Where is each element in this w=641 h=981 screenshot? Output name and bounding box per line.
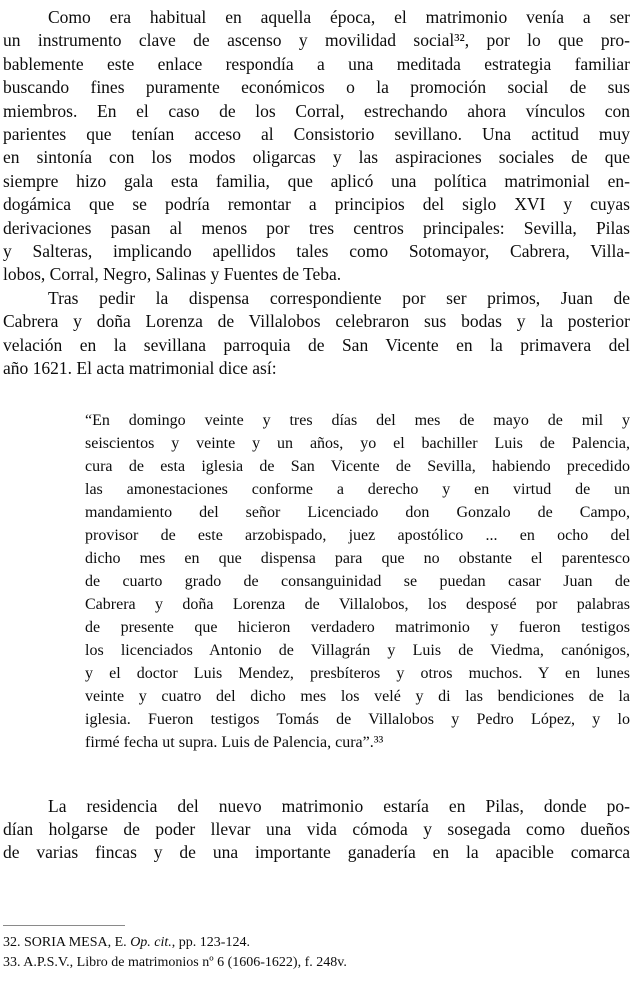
- quote-line: los licenciados Antonio de Villagrán y Luis de Viedma, canónigos,: [85, 641, 630, 659]
- quote-line: veinte y cuatro del dicho mes los velé y di las bendiciones de la: [85, 687, 630, 705]
- quote-line: Cabrera y doña Lorenza de Villalobos, los desposé por palabras: [85, 595, 630, 613]
- text-line: de varias fincas y de una importante ganadería en la apacible comarca: [3, 842, 630, 863]
- text-line: Cabrera y doña Lorenza de Villalobos celebraron sus bodas y la posterior: [3, 311, 630, 332]
- blockquote-marriage-record: [85, 409, 630, 754]
- text-line: Como era habitual en aquella época, el matrimonio venía a ser: [48, 7, 630, 27]
- footnote-text: 33. A.P.S.V., Libro de matrimonios nº 6 (1606-1622), f. 248v.: [3, 954, 347, 970]
- text-line: y Salteras, implicando apellidos tales como Sotomayor, Cabrera, Villa-: [3, 241, 630, 262]
- text-line: lobos, Corral, Negro, Salinas y Fuentes de Teba.: [3, 264, 342, 285]
- text-line: dogámica que se podría remontar a principios del siglo XVI y cuyas: [3, 194, 630, 215]
- text-line: velación en la sevillana parroquia de San Vicente en la primavera del: [3, 334, 630, 355]
- quote-line: de presente que hicieron verdadero matrimonio y fueron testigos: [85, 618, 630, 636]
- quote-line: iglesia. Fueron testigos Tomás de Villalobos y Pedro López, y lo: [85, 710, 630, 728]
- text-line: en sintonía con los modos oligarcas y las aspiraciones sociales de que: [3, 147, 630, 168]
- quote-line: y el doctor Luis Mendez, presbíteros y otros muchos. Y en lunes: [85, 664, 630, 682]
- quote-line: cura de esta iglesia de San Vicente de Sevilla, habiendo precedido: [85, 457, 630, 475]
- text-line: siempre hizo gala esta familia, que aplicó una política matrimonial en-: [3, 170, 630, 191]
- text-line: miembros. En el caso de los Corral, estrechando ahora vínculos con: [3, 100, 630, 121]
- text-line: La residencia del nuevo matrimonio estaría en Pilas, donde po-: [48, 795, 630, 816]
- footnote-32: [3, 933, 630, 953]
- footnote-text: , pp. 123-124.: [171, 934, 250, 950]
- text-line: buscando fines puramente económicos o la promoción social de sus: [3, 77, 630, 98]
- main-text-block: [3, 6, 630, 865]
- footnote-area: [3, 925, 630, 973]
- text-line: parientes que tenían acceso al Consistorio sevillano. Una actitud muy: [3, 124, 630, 145]
- quote-line: provisor de este arzobispado, juez apostólico ... en ocho del: [85, 526, 630, 544]
- text-line: un instrumento clave de ascenso y movilidad social³², por lo que pro-: [3, 30, 630, 51]
- text-line: derivaciones pasan al menos por tres centros principales: Sevilla, Pilas: [3, 217, 630, 238]
- paragraph-1: [3, 6, 630, 287]
- footnote-citation-italic: Op. cit.: [130, 934, 172, 950]
- quote-line: firmé fecha ut supra. Luis de Palencia, cura”.³³: [85, 733, 384, 751]
- quote-line: las amonestaciones conforme a derecho y en virtud de un: [85, 480, 630, 498]
- quote-line: dicho mes en que dispensa para que no obstante el parentesco: [85, 549, 630, 567]
- quote-line: de cuarto grado de consanguinidad se puedan casar Juan de: [85, 572, 630, 590]
- footnote-text: 32. SORIA MESA, E.: [3, 934, 131, 950]
- paragraph-2: [3, 287, 630, 381]
- text-line: Tras pedir la dispensa correspondiente por ser primos, Juan de: [48, 287, 630, 308]
- footnote-list: [3, 926, 630, 973]
- text-line: año 1621. El acta matrimonial dice así:: [3, 358, 277, 379]
- quote-line: seiscientos y veinte y un años, yo el bachiller Luis de Palencia,: [85, 434, 630, 452]
- text-line: dían holgarse de poder llevar una vida cómoda y sosegada como dueños: [3, 818, 630, 839]
- footnote-33: [3, 953, 630, 973]
- text-line: bablemente este enlace respondía a una meditada estrategia familiar: [3, 53, 630, 74]
- quote-line: “En domingo veinte y tres días del mes de mayo de mil y: [85, 411, 630, 429]
- paragraph-3: [3, 795, 630, 865]
- quote-line: mandamiento del señor Licenciado don Gonzalo de Campo,: [85, 503, 630, 521]
